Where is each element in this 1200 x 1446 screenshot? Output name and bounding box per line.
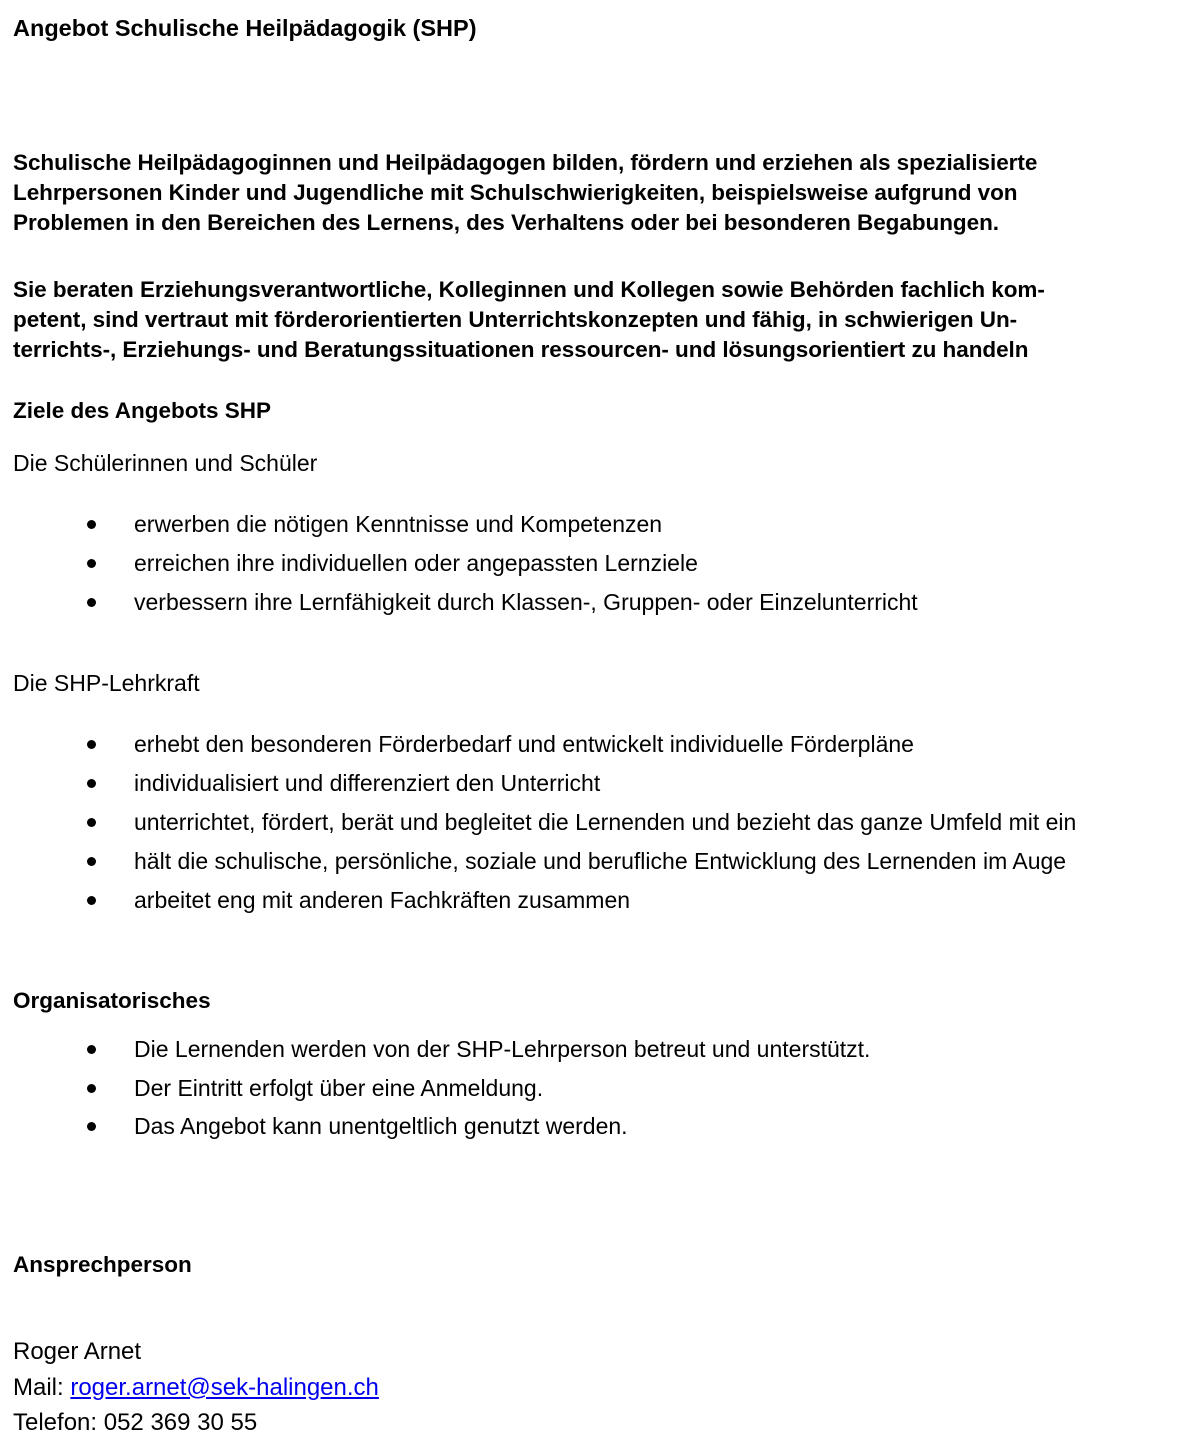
list-item-text: Die Lernenden werden von der SHP-Lehrperson betreut und unterstützt.: [134, 1036, 871, 1062]
students-intro: Die Schülerinnen und Schüler: [13, 450, 318, 476]
contact-heading: Ansprechperson: [13, 1252, 192, 1277]
organisation-heading: Organisatorisches: [13, 988, 211, 1013]
page-title: Angebot Schulische Heilpädagogik (SHP): [13, 15, 477, 41]
list-item-text: arbeitet eng mit anderen Fachkräften zusammen: [134, 887, 631, 913]
goals-heading: Ziele des Angebots SHP: [13, 398, 271, 423]
list-item-text: verbessern ihre Lernfähigkeit durch Klassen-, Gruppen- oder Einzelunterricht: [134, 589, 918, 615]
intro-paragraph-2-line: petent, sind vertraut mit förderorientierten Unterrichtskonzepten und fähig, in schwierigen Un-: [13, 307, 1018, 332]
intro-paragraph-1: [13, 148, 1037, 238]
contact-mail-line: [13, 1370, 379, 1406]
bullet-icon: [87, 520, 96, 529]
list-item-text: unterrichtet, fördert, berät und begleitet die Lernenden und bezieht das ganze Umfeld mit ein: [134, 809, 1077, 835]
bullet-icon: [87, 1045, 96, 1054]
bullet-icon: [87, 559, 96, 568]
teacher-intro: Die SHP-Lehrkraft: [13, 670, 200, 696]
mail-label: Mail:: [13, 1373, 71, 1401]
list-item-text: individualisiert und differenziert den Unterricht: [134, 770, 601, 796]
intro-paragraph-1-line: Problemen in den Bereichen des Lernens, des Verhaltens oder bei besonderen Begabungen.: [13, 210, 999, 235]
list-item-text: erreichen ihre individuellen oder angepassten Lernziele: [134, 550, 698, 576]
bullet-icon: [87, 779, 96, 788]
contact-name: Roger Arnet: [13, 1338, 142, 1365]
phone-label: Telefon:: [13, 1409, 104, 1436]
bullet-icon: [87, 857, 96, 866]
bullet-icon: [87, 896, 96, 905]
intro-paragraph-1-line: Schulische Heilpädagoginnen und Heilpädagogen bilden, fördern und erziehen als spezialisierte: [13, 150, 1038, 175]
intro-paragraph-1-line: Lehrpersonen Kinder und Jugendliche mit Schulschwierigkeiten, beispielsweise aufgrund von: [13, 180, 1018, 205]
contact-block: [13, 1334, 379, 1441]
bullet-icon: [87, 1084, 96, 1093]
list-item-text: hält die schulische, persönliche, soziale und berufliche Entwicklung des Lernenden im Auge: [134, 848, 1067, 874]
bullet-icon: [87, 1122, 96, 1131]
intro-paragraph-2: [13, 275, 1045, 365]
bullet-icon: [87, 598, 96, 607]
list-item-text: Das Angebot kann unentgeltlich genutzt werden.: [134, 1113, 628, 1139]
phone-number: 052 369 30 55: [103, 1409, 258, 1436]
contact-phone-line: [13, 1405, 379, 1441]
list-item-text: erwerben die nötigen Kenntnisse und Kompetenzen: [134, 511, 663, 537]
bullet-icon: [87, 818, 96, 827]
bullet-icon: [87, 740, 96, 749]
list-item-text: Der Eintritt erfolgt über eine Anmeldung.: [134, 1074, 544, 1101]
intro-paragraph-2-line: Sie beraten Erziehungsverantwortliche, Kolleginnen und Kollegen sowie Behörden fachlich kom-: [13, 277, 1045, 302]
intro-paragraph-2-line: terrichts-, Erziehungs- und Beratungssituationen ressourcen- und lösungsorientiert zu handeln: [13, 337, 1029, 362]
list-item-text: erhebt den besonderen Förderbedarf und entwickelt individuelle Förderpläne: [134, 731, 914, 757]
email-link[interactable]: roger.arnet@sek-halingen.ch: [70, 1373, 379, 1401]
